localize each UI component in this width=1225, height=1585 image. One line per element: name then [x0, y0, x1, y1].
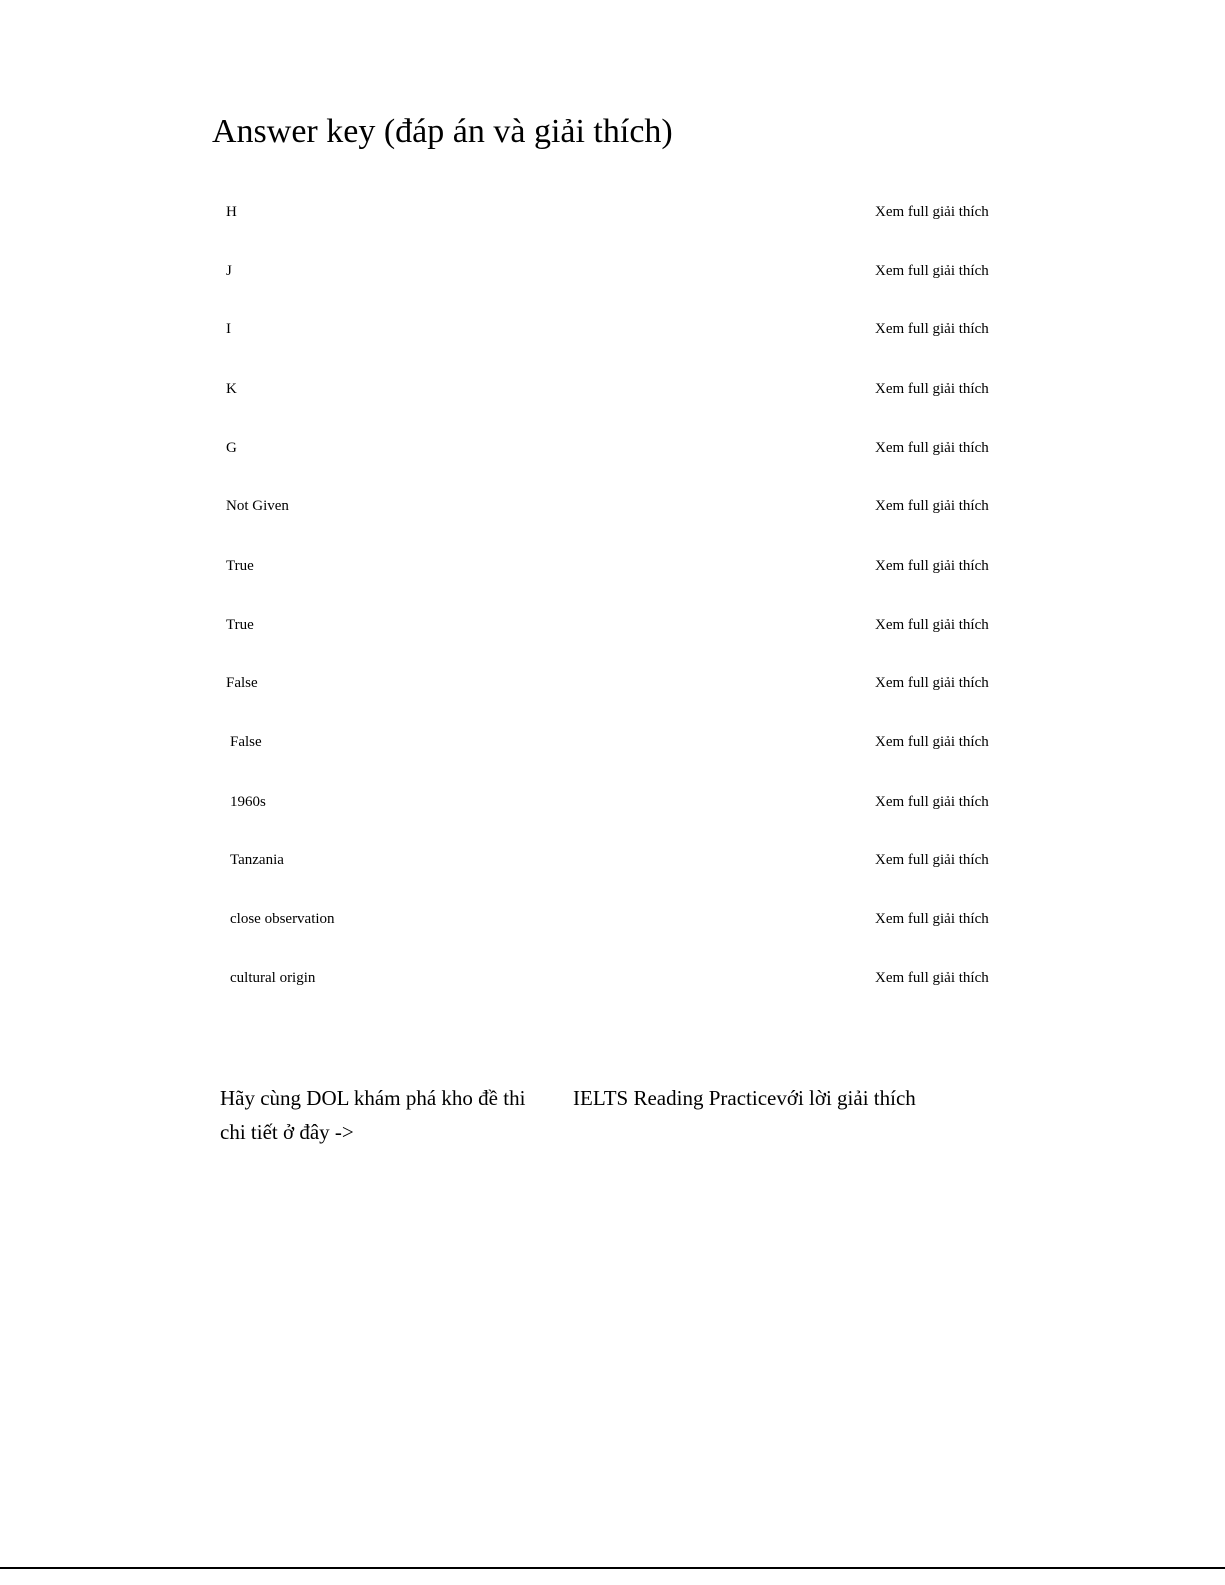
answer-row [0, 494, 1225, 518]
answer-value: J [226, 263, 232, 279]
answer-value: True [226, 558, 254, 574]
answer-row [0, 730, 1225, 754]
view-explanation-link[interactable]: Xem full giải thích [875, 794, 989, 810]
view-explanation-link[interactable]: Xem full giải thích [875, 558, 989, 574]
answer-value: H [226, 204, 237, 220]
answer-value: Not Given [226, 498, 289, 514]
view-explanation-link[interactable]: Xem full giải thích [875, 263, 989, 279]
answer-value: G [226, 440, 237, 456]
answer-row [0, 317, 1225, 341]
answer-value: True [226, 617, 254, 633]
answer-row [0, 848, 1225, 872]
answer-row [0, 259, 1225, 283]
page-bottom-divider [0, 1567, 1225, 1569]
answer-row [0, 436, 1225, 460]
answer-row [0, 790, 1225, 814]
answer-value: False [226, 675, 258, 691]
view-explanation-link[interactable]: Xem full giải thích [875, 440, 989, 456]
answer-value: Tanzania [230, 852, 284, 868]
answer-value: I [226, 321, 231, 337]
view-explanation-link[interactable]: Xem full giải thích [875, 734, 989, 750]
answer-row [0, 200, 1225, 224]
answer-value: close observation [230, 911, 335, 927]
answer-row [0, 377, 1225, 401]
answer-value: K [226, 381, 237, 397]
answer-row [0, 966, 1225, 990]
footer-promo-line-2: chi tiết ở đây -> [220, 1120, 354, 1144]
view-explanation-link[interactable]: Xem full giải thích [875, 970, 989, 986]
ielts-reading-practice-link[interactable]: IELTS Reading Practicevới lời giải thích [573, 1086, 916, 1110]
answer-row [0, 671, 1225, 695]
view-explanation-link[interactable]: Xem full giải thích [875, 204, 989, 220]
view-explanation-link[interactable]: Xem full giải thích [875, 321, 989, 337]
answer-value: cultural origin [230, 970, 316, 986]
view-explanation-link[interactable]: Xem full giải thích [875, 381, 989, 397]
footer-promo-text [220, 1081, 540, 1149]
view-explanation-link[interactable]: Xem full giải thích [875, 852, 989, 868]
answer-row [0, 554, 1225, 578]
answer-row [0, 613, 1225, 637]
view-explanation-link[interactable]: Xem full giải thích [875, 911, 989, 927]
answer-value: False [230, 734, 262, 750]
view-explanation-link[interactable]: Xem full giải thích [875, 498, 989, 514]
answer-value: 1960s [230, 794, 266, 810]
page-title: Answer key (đáp án và giải thích) [212, 113, 673, 150]
footer-promo-line-1: Hãy cùng DOL khám phá kho đề thi [220, 1086, 526, 1110]
view-explanation-link[interactable]: Xem full giải thích [875, 617, 989, 633]
view-explanation-link[interactable]: Xem full giải thích [875, 675, 989, 691]
answer-row [0, 907, 1225, 931]
